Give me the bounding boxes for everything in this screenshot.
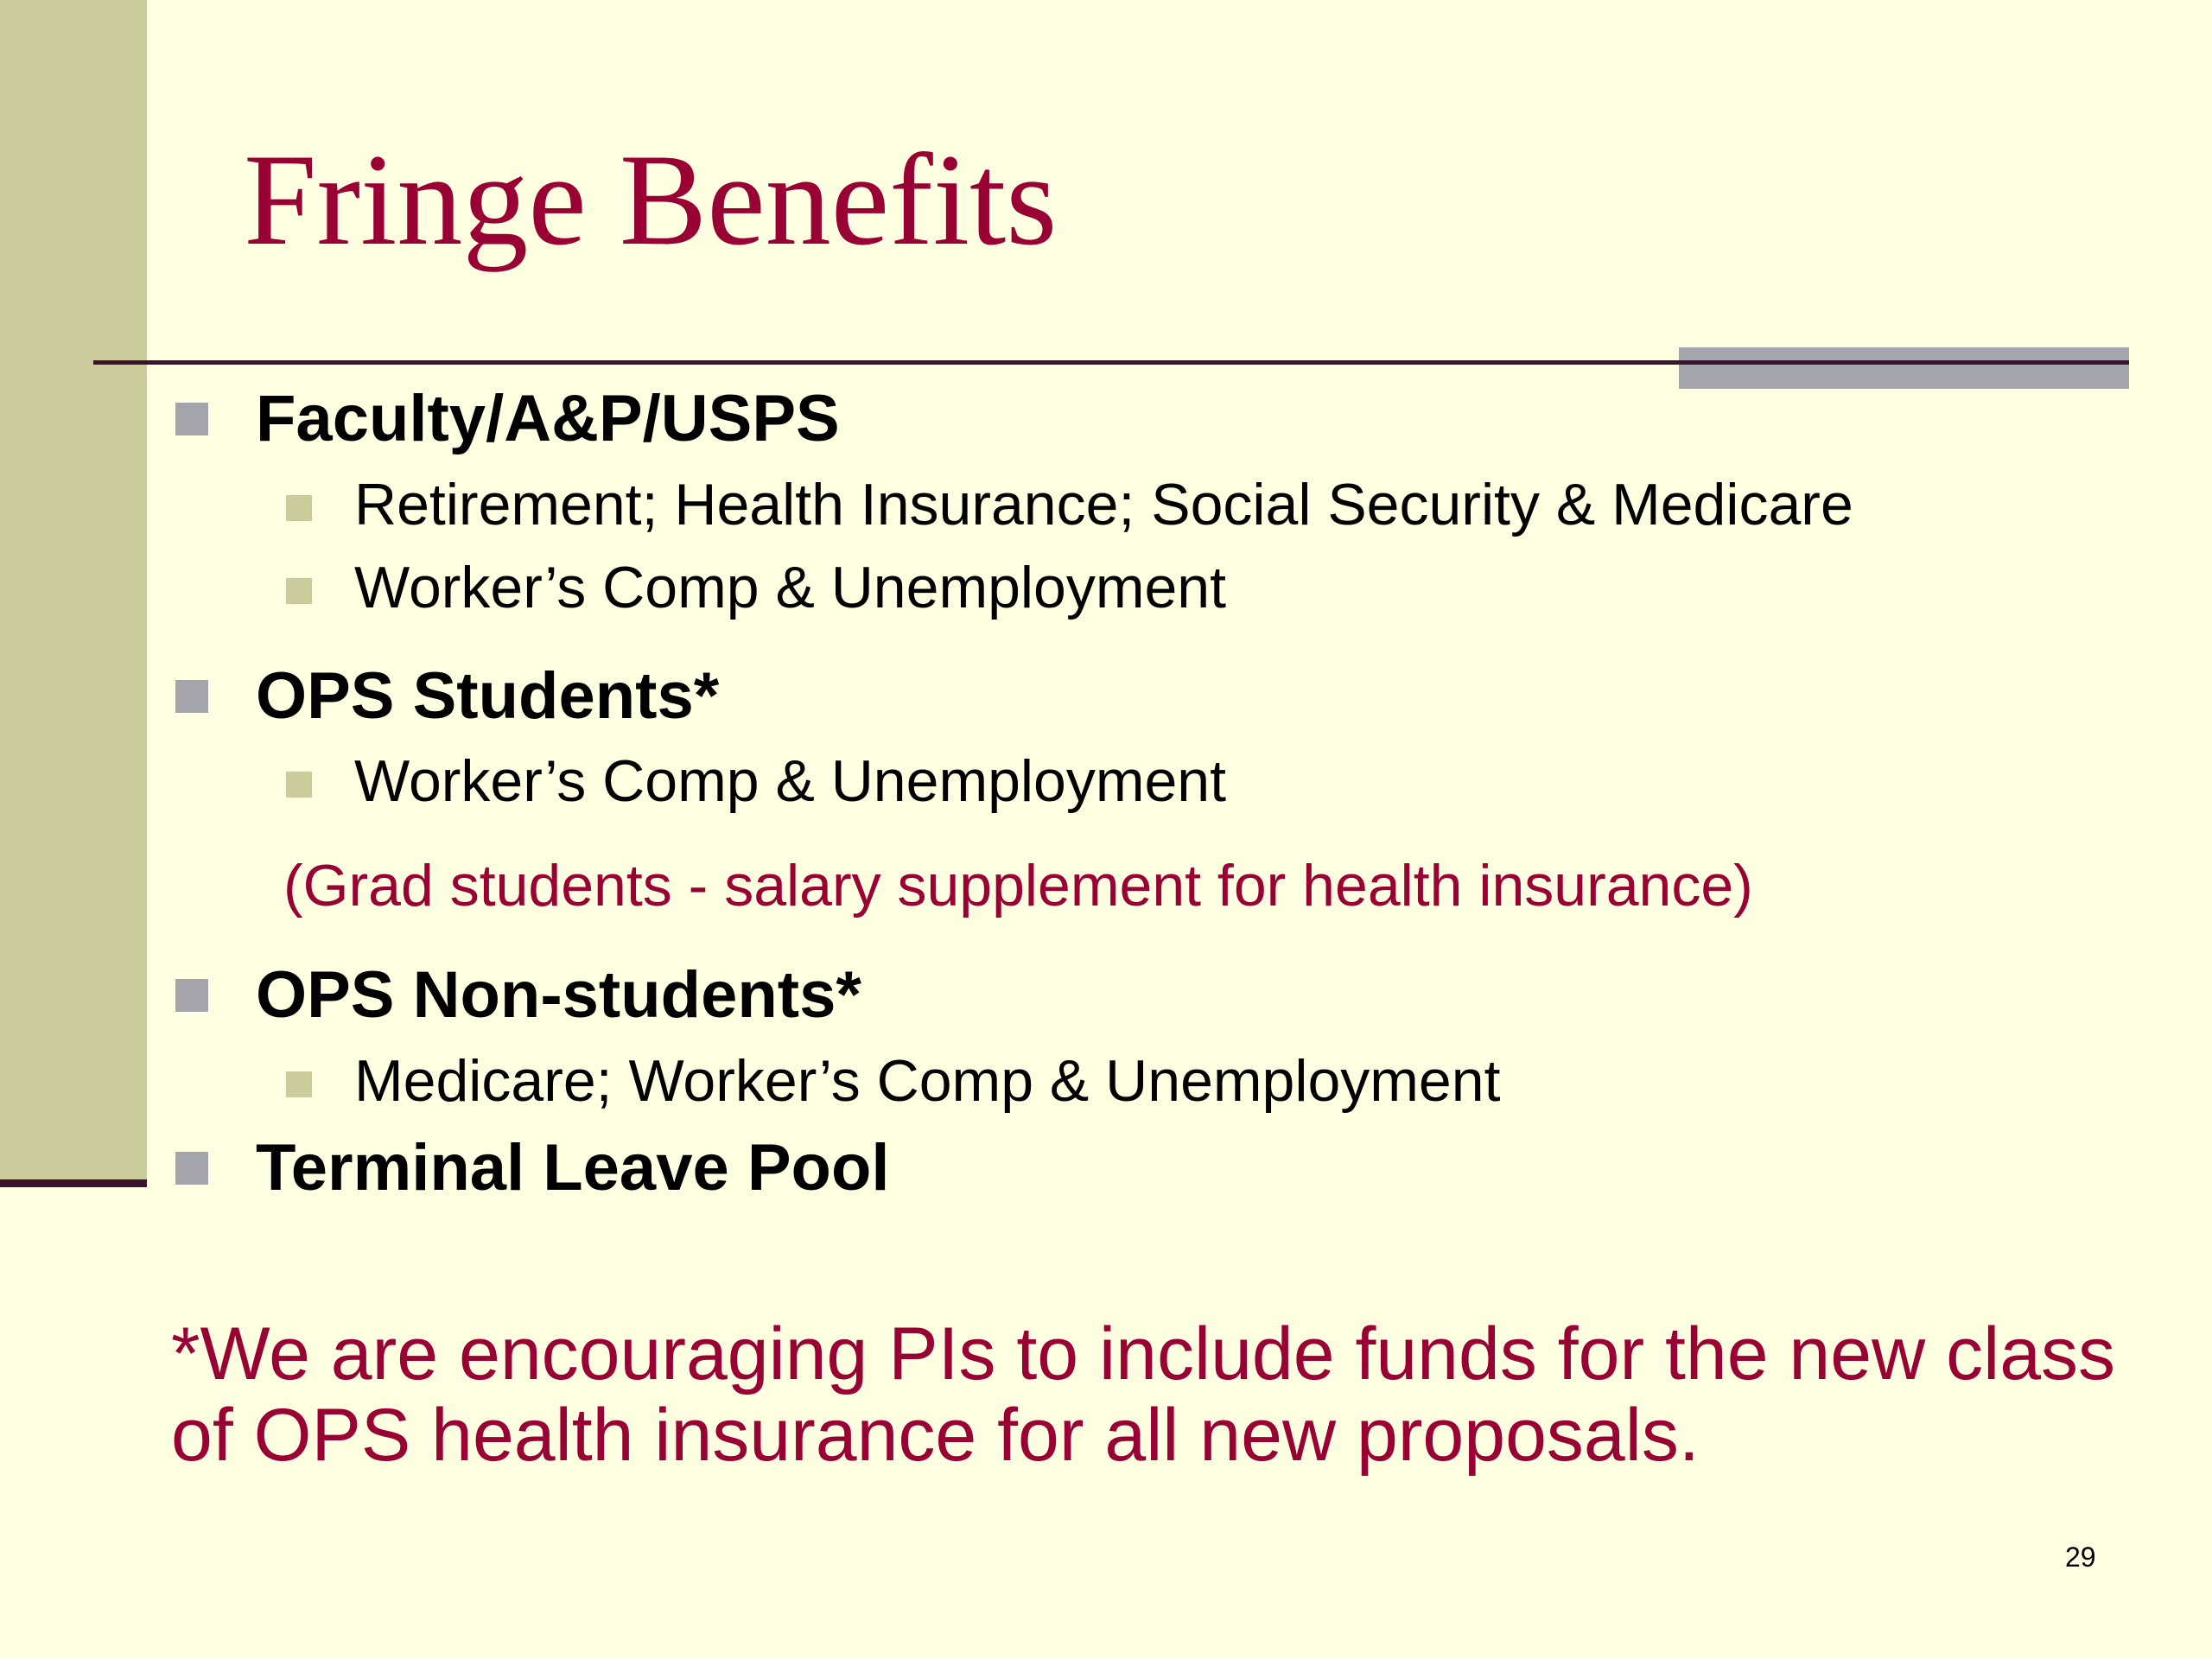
slide-title: Fringe Benefits	[244, 127, 1058, 272]
bullet-faculty: Faculty/A&P/USPS	[256, 382, 840, 455]
left-decorative-bar	[0, 0, 147, 1185]
sub-bullet-faculty-benefits: Retirement; Health Insurance; Social Security & Medicare	[354, 472, 1853, 537]
bullet-terminal-leave-pool: Terminal Leave Pool	[256, 1131, 890, 1205]
sub-bullet-square-icon	[286, 772, 312, 798]
bullet-square-icon	[175, 979, 208, 1012]
grad-students-note: (Grad students - salary supplement for health insurance)	[283, 853, 1753, 918]
sub-bullet-square-icon	[286, 578, 312, 604]
page-number: 29	[2065, 1541, 2096, 1573]
sub-bullet-faculty-workers-comp: Worker’s Comp & Unemployment	[354, 555, 1227, 620]
bullet-ops-students: OPS Students*	[256, 659, 720, 733]
bullet-square-icon	[175, 680, 208, 713]
sub-bullet-square-icon	[286, 1071, 312, 1097]
sub-bullet-square-icon	[286, 495, 312, 521]
title-accent-line	[1679, 360, 2129, 365]
left-bar-divider	[0, 1179, 147, 1187]
sub-bullet-non-students-benefits: Medicare; Worker’s Comp & Unemployment	[354, 1048, 1501, 1114]
sub-bullet-students-workers-comp: Worker’s Comp & Unemployment	[354, 748, 1227, 814]
title-accent-bar	[1679, 347, 2129, 389]
bullet-square-icon	[175, 403, 208, 435]
bullet-square-icon	[175, 1152, 208, 1185]
footnote: *We are encouraging PIs to include funds for the new class of OPS health insurance for all new proposals.	[171, 1313, 2116, 1477]
bullet-ops-non-students: OPS Non-students*	[256, 958, 861, 1032]
